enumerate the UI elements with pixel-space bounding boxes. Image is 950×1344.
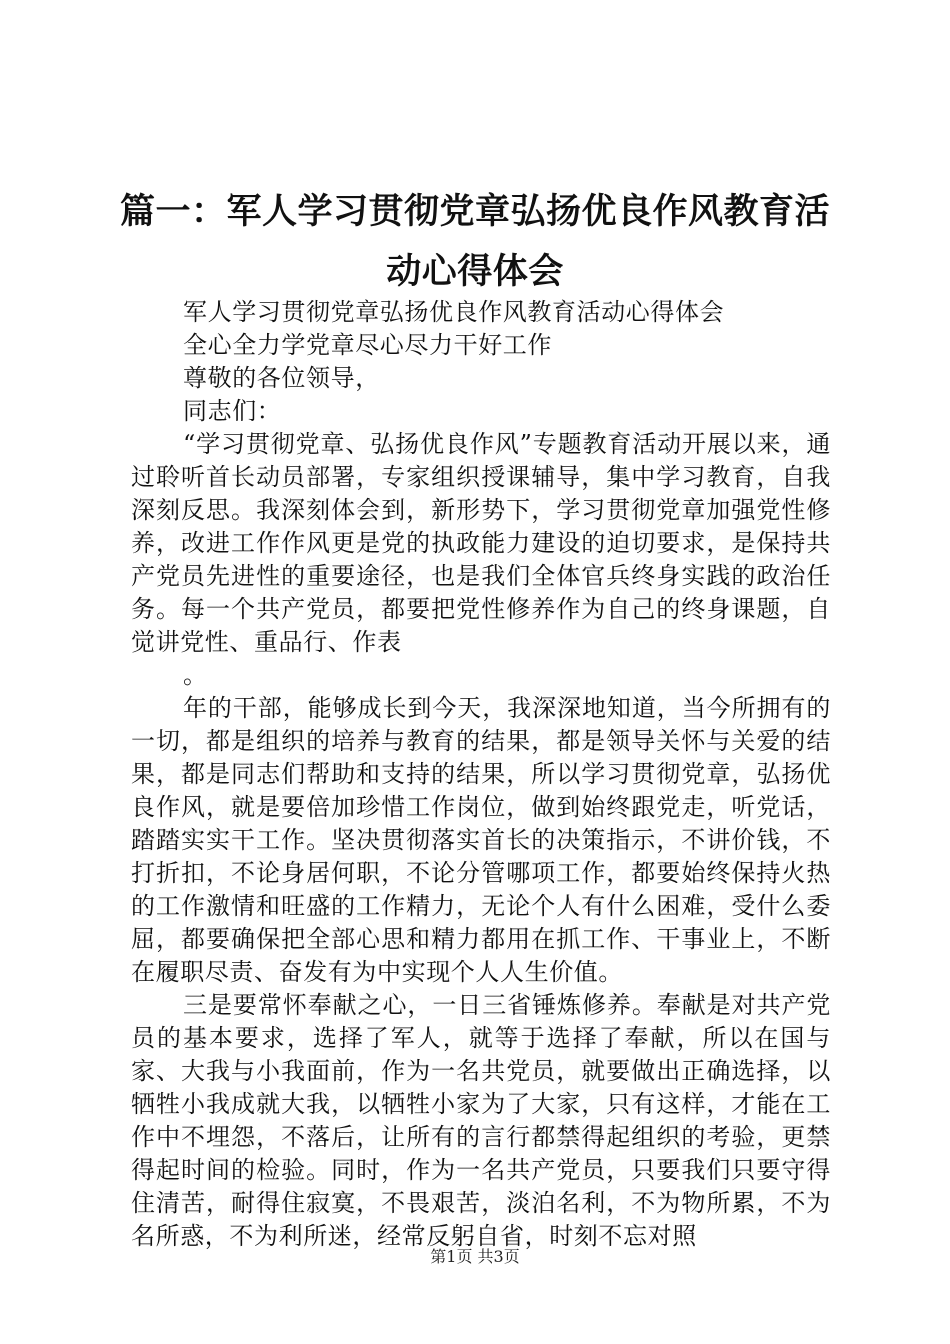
document-body	[131, 296, 831, 1253]
paragraph-heading: 全心全力学党章尽心尽力干好工作	[183, 331, 552, 359]
paragraph-period: 。	[183, 661, 208, 689]
paragraph-subtitle: 军人学习贯彻党章弘扬优良作风教育活动心得体会	[183, 298, 725, 326]
paragraph-point-three: 三是要常怀奉献之心，一日三省锤炼修养。奉献是对共产党员的基本要求，选择了军人，就等于选择了奉献，所以在国与家、大我与小我面前，作为一名共党员，就要做出正确选择，以牺牲小我成就大我，以牺牲小家为了大家，只有这样，才能在工作中不埋怨，不落后，让所有的言行都禁得起组织的考验，更禁得起时间的检验。同时，作为一名共产党员，只要我们只要守得住清苦，耐得住寂寞，不畏艰苦，淡泊名利，不为物所累，不为名所惑，不为利所迷，经常反躬自省，时刻不忘对照	[131, 991, 831, 1250]
paragraph-career: 年的干部，能够成长到今天，我深深地知道，当今所拥有的一切，都是组织的培养与教育的结果，都是领导关怀与关爱的结果，都是同志们帮助和支持的结果，所以学习贯彻党章，弘扬优良作风，就是要倍加珍惜工作岗位，做到始终跟党走，听党话，踏踏实实干工作。坚决贯彻落实首长的决策指示，不讲价钱，不打折扣，不论身居何职，不论分管哪项工作，都要始终保持火热的工作激情和旺盛的工作精力，无论个人有什么困难，受什么委屈，都要确保把全部心思和精力都用在抓工作、干事业上，不断在履职尽责、奋发有为中实现个人人生价值。	[131, 694, 831, 986]
paragraph-intro: “学习贯彻党章、弘扬优良作风”专题教育活动开展以来，通过聆听首长动员部署，专家组织授课辅导，集中学习教育，自我深刻反思。我深刻体会到，新形势下，学习贯彻党章加强党性修养，改进工作作风更是党的执政能力建设的迫切要求，是保持共产党员先进性的重要途径，也是我们全体官兵终身实践的政治任务。每一个共产党员，都要把党性修养作为自己的终身课题，自觉讲党性、重品行、作表	[131, 430, 831, 656]
paragraph-salutation: 尊敬的各位领导，	[183, 364, 380, 392]
document-title: 篇一：军人学习贯彻党章弘扬优良作风教育活动心得体会	[120, 191, 831, 292]
paragraph-greeting: 同志们：	[183, 397, 282, 425]
page-footer: 第1页 共3页	[430, 1247, 520, 1266]
